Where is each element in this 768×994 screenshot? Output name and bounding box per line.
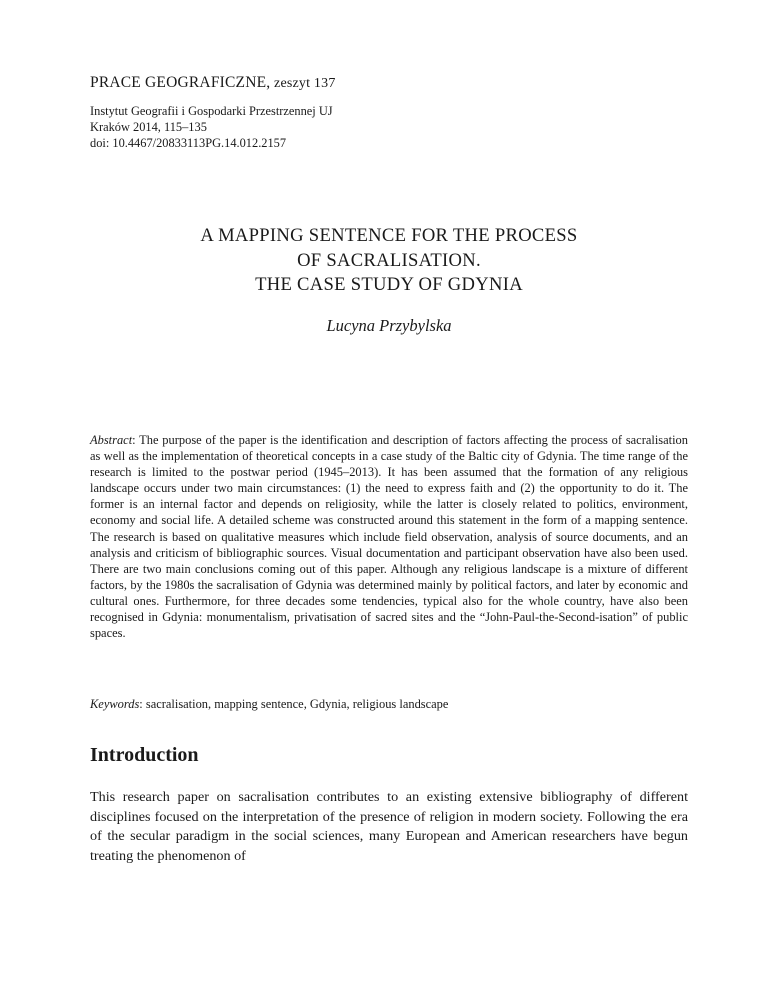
abstract bbox=[90, 432, 688, 641]
publication-metadata bbox=[90, 103, 333, 151]
journal-name: PRACE GEOGRAFICZNE, bbox=[90, 74, 271, 91]
abstract-text: : The purpose of the paper is the identification and description of factors affecting the process of sacralisation as well as the implementation of theoretical concepts in a case study of the Baltic city of Gdynia. The time range of the research is limited to the postwar period (1945–2013). It has been assumed that the formation of any religious landscape occurs under two main circumstances: (1) the need to express faith and (2) the opportunity to do it. The former is an internal factor and depends on religiosity, while the latter is closely related to politics, environment, economy and social life. A detailed scheme was constructed around this statement in the form of a mapping sentence. The research is based on qualitative measures which include field observation, analysis of source documents, and an analysis and criticism of bibliographic sources. Visual documentation and participant observation have also been used. There are two main conclusions coming out of this paper. Although any religious landscape is a mixture of different factors, by the 1980s the sacralisation of Gdynia was determined mainly by political factors, and later by economic and cultural ones. Furthermore, for three decades some tendencies, typical also for the whole country, have also been recognised in Gdynia: monumentalism, privatisation of sacred sites and the “John-Paul-the-Second-isation” of public spaces. bbox=[90, 433, 688, 641]
title-line-2: OF SACRALISATION. bbox=[297, 249, 481, 271]
doi: doi: 10.4467/20833113PG.14.012.2157 bbox=[90, 136, 287, 150]
journal-issue: zeszyt 137 bbox=[270, 76, 336, 91]
keywords-label: Keywords bbox=[90, 697, 140, 711]
keywords-text: : sacralisation, mapping sentence, Gdynia, religious landscape bbox=[139, 697, 449, 711]
article-title bbox=[90, 224, 688, 298]
title-line-1: A MAPPING SENTENCE FOR THE PROCESS bbox=[200, 225, 578, 246]
title-line-3: THE CASE STUDY OF GDYNIA bbox=[255, 274, 523, 295]
section-heading-introduction: Introduction bbox=[90, 744, 199, 766]
introduction-paragraph: This research paper on sacralisation contributes to an existing extensive bibliography of different disciplines focused on the interpretation of the presence of religion in modern society. Following the era of the secular paradigm in the social sciences, many European and American researchers have begun treating the phenomenon of bbox=[90, 789, 688, 864]
keywords bbox=[90, 696, 688, 712]
journal-header bbox=[90, 74, 336, 92]
abstract-label: Abstract bbox=[90, 433, 133, 447]
author-name: Lucyna Przybylska bbox=[326, 316, 452, 335]
institute-name: Instytut Geografii i Gospodarki Przestrzennej UJ bbox=[90, 104, 333, 118]
place-and-pages: Kraków 2014, 115–135 bbox=[90, 120, 207, 134]
